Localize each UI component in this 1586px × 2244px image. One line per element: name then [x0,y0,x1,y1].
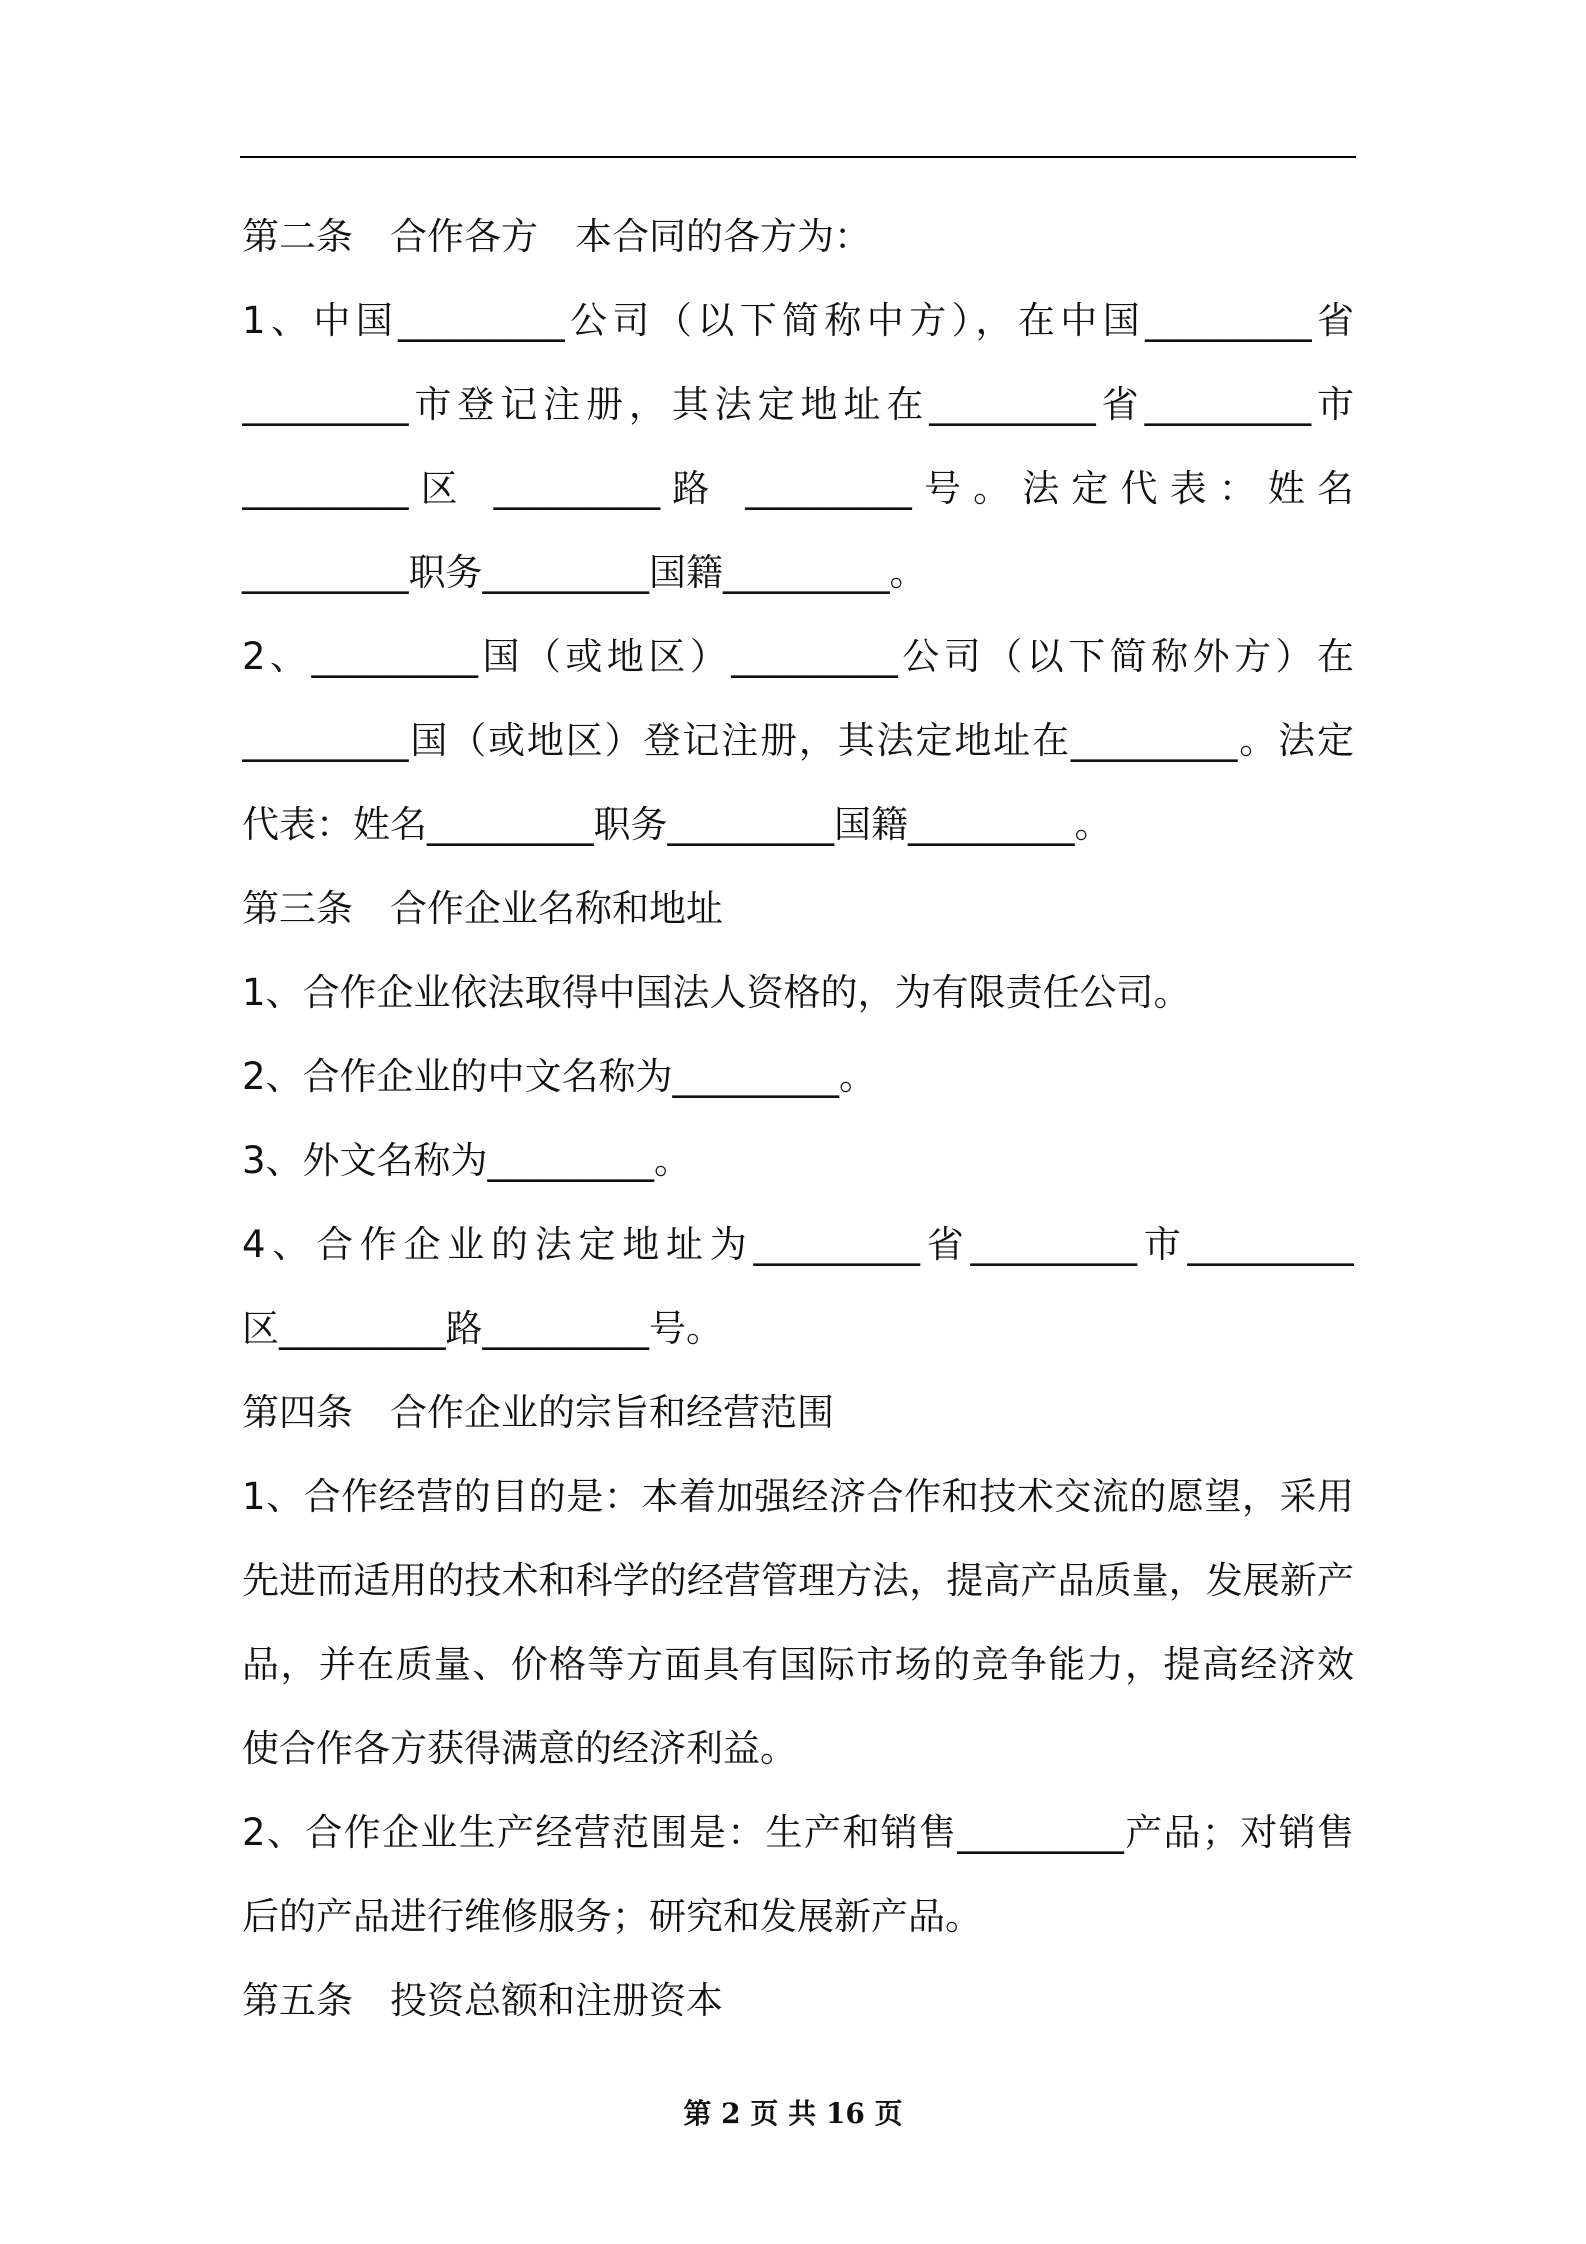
article-4-heading: 第四条 合作企业的宗旨和经营范围 [242,1391,834,1434]
article-4-clause-1-line-4: 使合作各方获得满意的经济利益。 [242,1727,797,1770]
article-2-clause-1-line-3: _________区 _________路 _________号。法定代表：姓名 [242,467,1354,510]
article-4-clause-1-line-3: 品，并在质量、价格等方面具有国际市场的竞争能力，提高经济效 [242,1643,1354,1686]
article-3-clause-1: 1、合作企业依法取得中国法人资格的，为有限责任公司。 [242,971,1191,1014]
article-4-clause-2-line-1: 2、合作企业生产经营范围是：生产和销售_________产品；对销售 [242,1811,1354,1854]
article-2-clause-2-line-3: 代表：姓名_________职务_________国籍_________。 [242,803,1112,846]
header-rule [240,156,1356,158]
article-4-clause-1-line-1: 1、合作经营的目的是：本着加强经济合作和技术交流的愿望，采用 [242,1475,1354,1518]
article-5-heading: 第五条 投资总额和注册资本 [242,1979,723,2022]
article-2-clause-2-line-2: _________国（或地区）登记注册，其法定地址在_________。法定 [242,719,1354,762]
article-2-clause-1-line-2: _________市登记注册，其法定地址在_________省_________市 [242,383,1354,426]
article-2-clause-1-line-4: _________职务_________国籍_________。 [242,551,927,594]
article-4-clause-2-line-2: 后的产品进行维修服务；研究和发展新产品。 [242,1895,982,1938]
article-3-clause-3: 3、外文名称为_________。 [242,1139,692,1182]
article-4-clause-1-line-2: 先进而适用的技术和科学的经营管理方法，提高产品质量，发展新产 [242,1559,1354,1602]
article-3-heading: 第三条 合作企业名称和地址 [242,887,723,930]
article-3-clause-4-line-1: 4、合作企业的法定地址为_________省_________市_________ [242,1223,1354,1266]
document-body [242,195,1354,2043]
article-3-clause-2: 2、合作企业的中文名称为_________。 [242,1055,877,1098]
article-3-clause-4-line-2: 区_________路_________号。 [242,1307,723,1350]
article-2-clause-1-line-1: 1、中国_________公司（以下简称中方），在中国_________省 [242,299,1354,342]
article-2-clause-2-line-1: 2、_________国（或地区）_________公司（以下简称外方）在 [242,635,1354,678]
article-2-heading: 第二条 合作各方 本合同的各方为： [242,215,871,258]
page-number: 第 2 页 共 16 页 [683,2097,903,2130]
